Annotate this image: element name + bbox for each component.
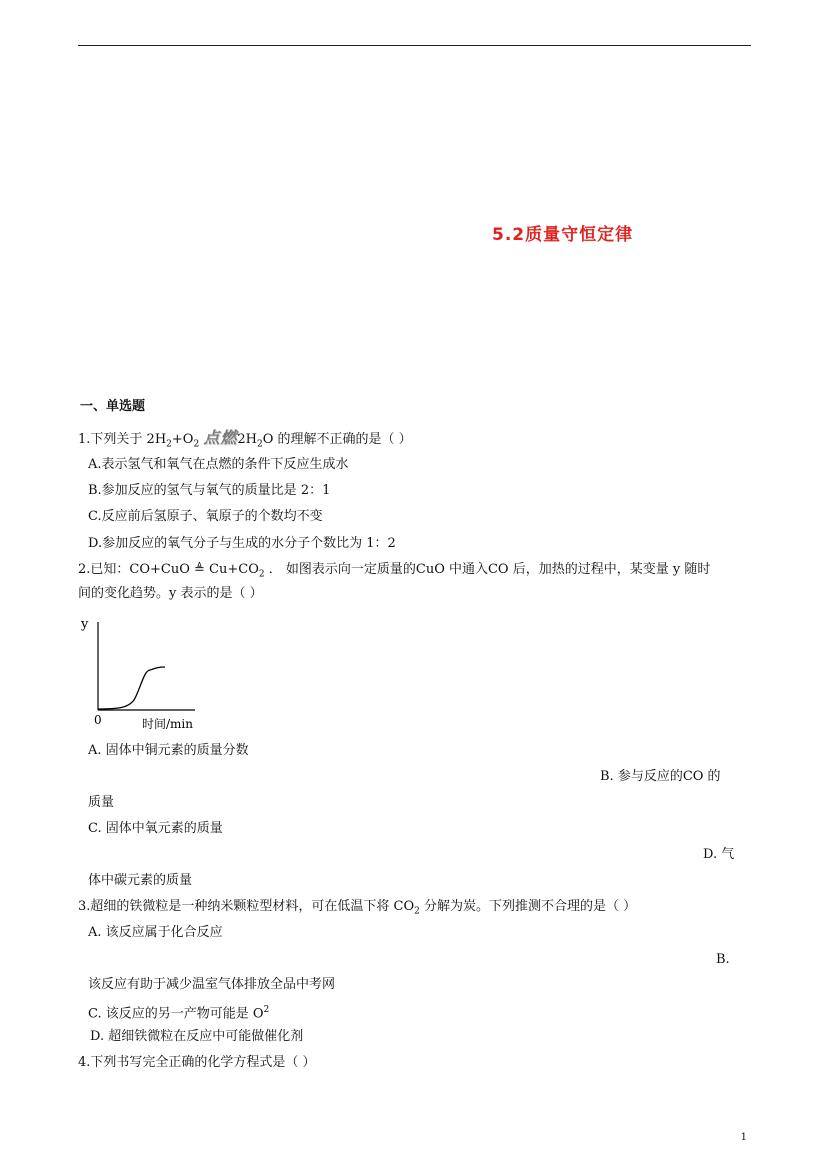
q1-option-d: D.参加反应的氧气分子与生成的水分子个数比为 1：2 bbox=[88, 536, 396, 551]
document-title: 5.2质量守恒定律 bbox=[492, 225, 634, 245]
page-number: 1 bbox=[740, 1132, 747, 1143]
q2-option-c: C. 固体中氧元素的质量 bbox=[88, 821, 223, 836]
graph-origin-label: 0 bbox=[94, 713, 102, 727]
q2-option-b-cont: 质量 bbox=[88, 795, 115, 810]
header-rule bbox=[78, 45, 751, 46]
q3-option-c: C. 该反应的另一产物可能是 $O^2$ bbox=[88, 1005, 270, 1022]
q2-option-b: B. 参与反应的CO 的 bbox=[600, 769, 721, 784]
q2-option-d-cont: 体中碳元素的质量 bbox=[88, 873, 193, 888]
question-2-stem-line2: 间的变化趋势。y 表示的是（ ） bbox=[78, 586, 263, 601]
q2-option-a: A. 固体中铜元素的质量分数 bbox=[88, 743, 249, 758]
q3-option-a: A. 该反应属于化合反应 bbox=[88, 925, 223, 940]
graph-x-label: 时间/min bbox=[142, 717, 193, 731]
ignite-condition-mark: 点燃 bbox=[203, 428, 238, 447]
question-4-stem: 4.下列书写完全正确的化学方程式是（ ） bbox=[78, 1055, 316, 1070]
question-3-stem: 3.超细的铁微粒是一种纳米颗粒型材料，可在低温下将 $CO_2$ 分解为炭。下列推测不合理的是（ ） bbox=[78, 899, 637, 917]
q3-option-b: B. bbox=[716, 952, 730, 967]
q2-option-d: D. 气 bbox=[703, 847, 735, 862]
q1-option-c: C.反应前后氢原子、氧原子的个数均不变 bbox=[88, 509, 323, 524]
section-heading: 一、单选题 bbox=[80, 399, 146, 414]
q1-option-a: A.表示氢气和氧气在点燃的条件下反应生成水 bbox=[88, 457, 349, 472]
q1-option-b: B.参加反应的氢气与氧气的质量比是 2：1 bbox=[88, 483, 331, 498]
graph-curve bbox=[98, 667, 165, 709]
graph-y-label: y bbox=[81, 617, 89, 632]
question-1-stem: 1.下列关于 $2H_2+O_2$ 点燃$2H_2O$ 的理解不正确的是（ ） bbox=[78, 428, 412, 450]
question-2-stem: 2.已知：CO+CuO ≜ $Cu+CO_2$ ． 如图表示向一定质量的CuO 中通入CO 后，加热的过程中，某变量 y 随时 bbox=[78, 562, 711, 580]
q2-graph bbox=[78, 612, 208, 732]
q3-option-d: D. 超细铁微粒在反应中可能做催化剂 bbox=[90, 1029, 304, 1044]
q3-option-b-cont: 该反应有助于减少温室气体排放全品中考网 bbox=[88, 977, 336, 992]
